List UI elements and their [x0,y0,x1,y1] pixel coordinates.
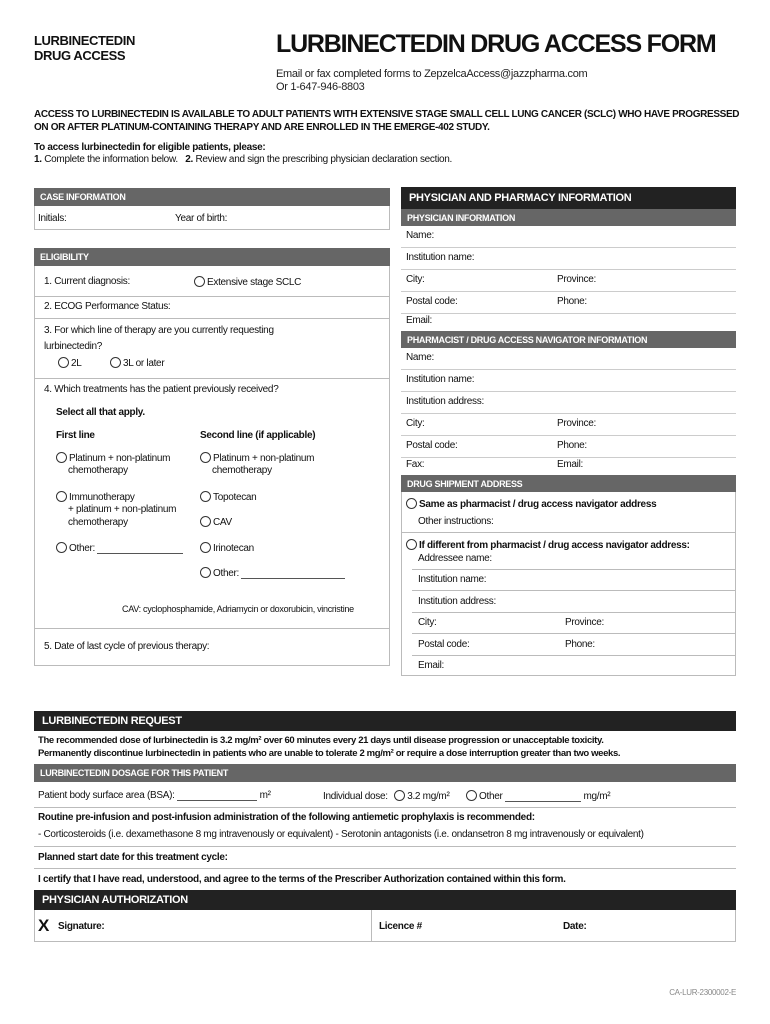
sl-option-irinotecan[interactable] [200,542,254,554]
q3-text: For which line of therapy are you currently requesting [54,325,274,336]
dose-unit: mg/m² [583,791,611,802]
pharmacist-address-row[interactable] [401,392,736,414]
eligibility-header: ELIGIBILITY [34,248,390,266]
case-info-header: CASE INFORMATION [34,188,390,206]
pharmacist-name-row[interactable] [401,348,736,370]
fl-option-other[interactable] [56,542,183,554]
year-of-birth-label: Year of birth: [175,213,228,224]
bsa-label: Patient body surface area (BSA): [38,790,175,801]
radio-icon[interactable] [200,542,211,553]
request-header: LURBINECTEDIN REQUEST [34,711,736,731]
q3-option-3l[interactable] [110,357,164,369]
q4-number: 4. [44,384,52,395]
divider [412,655,736,656]
physician-postal-row[interactable] [401,292,736,314]
radio-icon[interactable] [194,276,205,287]
fl-option-immunotherapy[interactable] [56,491,135,503]
divider [371,910,372,942]
shipment-email-label: Email: [418,660,444,671]
sl-option-irinotecan-label: Irinotecan [213,543,254,554]
contact-email-line: Email or fax completed forms to ZepzelcaAccess@jazzpharma.com [276,68,588,80]
shipment-same-option[interactable] [406,498,656,510]
divider [34,378,390,379]
fl-other-input[interactable] [97,545,183,554]
step-1-text: Complete the information below. [44,154,178,165]
bsa-field [38,790,271,801]
contact-info [276,68,587,94]
pharmacist-fax-row[interactable] [401,458,736,475]
shipment-postal-label: Postal code: [418,639,470,650]
q1-number: 1. [44,276,52,287]
premed-line: - Corticosteroids (i.e. dexamethasone 8 mg intravenously or equivalent) - Serotonin antagonists (i.e. ondansetron 8 mg intravenously or equivalent) [38,829,644,840]
access-heading: To access lurbinectedin for eligible patients, please: [34,142,266,153]
pharmacist-institution-label: Institution name: [406,374,475,385]
form-code: CA-LUR-2300002-E [669,988,736,997]
physician-info-subheader: PHYSICIAN INFORMATION [401,209,736,226]
eligibility-banner: ACCESS TO LURBINECTEDIN IS AVAILABLE TO ADULT PATIENTS WITH EXTENSIVE STAGE SMALL CELL LUNG CANCER (SCLC) WHO HAVE PROGRESSED ON OR AFTER PLATINUM-CONTAINING THERAPY AND ARE ENROLLED IN THE EMERGE-402 STUDY. [34,109,740,133]
bsa-input[interactable] [177,792,257,801]
step-2-number: 2. [185,154,193,165]
divider [412,569,736,570]
fl-option-immunotherapy-label-3: chemotherapy [68,517,128,528]
radio-icon[interactable] [406,539,417,550]
second-line-heading: Second line (if applicable) [200,430,316,441]
sl-option-cav[interactable] [200,516,232,528]
sl-option-other-label: Other: [213,568,239,579]
q4-label [44,384,278,395]
physician-postal-label: Postal code: [406,296,458,307]
initials-label: Initials: [38,213,67,224]
pharmacist-name-label: Name: [406,352,434,363]
first-line-heading: First line [56,430,95,441]
brand-line-2: DRUG ACCESS [34,48,126,63]
individual-dose-label: Individual dose: [323,791,388,802]
physician-city-label: City: [406,274,425,285]
shipment-address-label: Institution address: [418,596,496,607]
q1-text: Current diagnosis: [54,276,130,287]
premed-heading: Routine pre-infusion and post-infusion administration of the following antiemetic prophylaxis is recommended: [38,812,535,823]
individual-dose-field [323,790,610,802]
q4-select-all: Select all that apply. [56,407,145,418]
shipment-different-option[interactable] [406,539,690,551]
initials-input[interactable] [100,208,170,228]
fl-option-platinum-label-2: chemotherapy [68,465,128,476]
dose-line-2: Permanently discontinue lurbinectedin in patients who are unable to tolerate 2 mg/m² or require a dose interruption greater than two weeks. [38,748,621,759]
radio-icon[interactable] [394,790,405,801]
q3-option-3l-label: 3L or later [123,358,165,369]
certify-statement: I certify that I have read, understood, and agree to the terms of the Prescriber Authorization contained within this form. [38,874,566,885]
shipment-different-label: If different from pharmacist / drug access navigator address: [419,540,690,551]
brand-line-1: LURBINECTEDIN [34,33,135,48]
form-title: LURBINECTEDIN DRUG ACCESS FORM [276,30,716,58]
dose-option-other-label: Other [478,791,503,802]
signature-input[interactable] [120,914,365,938]
divider [34,296,390,297]
q5-label [44,641,209,652]
physician-pharmacy-header: PHYSICIAN AND PHARMACY INFORMATION [401,187,736,209]
radio-icon[interactable] [406,498,417,509]
brand-logo [34,33,135,63]
shipment-city-label: City: [418,617,437,628]
dose-line-1: The recommended dose of lurbinectedin is 3.2 mg/m² over 60 minutes every 21 days until disease progression or unacceptable toxicity. [38,735,604,746]
physician-institution-row[interactable] [401,248,736,270]
q1-option-label: Extensive stage SCLC [207,277,302,288]
radio-icon[interactable] [110,357,121,368]
licence-label: Licence # [379,921,422,932]
q1-option-extensive-stage[interactable] [194,276,301,288]
pharmacist-city-row[interactable] [401,414,736,436]
fl-option-platinum[interactable] [56,452,170,464]
fl-option-immunotherapy-label-2: + platinum + non-platinum [68,504,177,515]
q2-number: 2. [44,301,52,312]
planned-start-label: Planned start date for this treatment cycle: [38,852,228,863]
divider [412,633,736,634]
pharmacist-address-label: Institution address: [406,396,484,407]
physician-phone-label: Phone: [557,296,587,307]
pharmacist-institution-row[interactable] [401,370,736,392]
pharmacist-fax-label: Fax: [406,459,425,470]
q3-number: 3. [44,325,52,336]
divider [34,318,390,319]
signature-x-mark: X [38,916,50,935]
q5-text: Date of last cycle of previous therapy: [54,641,210,652]
divider [34,628,390,629]
sl-option-topotecan[interactable] [200,491,256,503]
physician-institution-label: Institution name: [406,252,475,263]
year-of-birth-input[interactable] [240,208,380,228]
cav-note: CAV: cyclophosphamide, Adriamycin or doxorubicin, vincristine [122,604,354,614]
fl-option-platinum-label: Platinum + non-platinum [69,453,171,464]
pharmacist-email-label: Email: [557,459,583,470]
divider [34,868,736,869]
shipment-same-label: Same as pharmacist / drug access navigator address [419,499,657,510]
pharmacist-province-label: Province: [557,418,596,429]
fl-option-immunotherapy-label: Immunotherapy [69,492,135,503]
physician-email-label: Email: [406,315,432,326]
q2-label [44,301,170,312]
dose-other-input[interactable] [505,793,581,802]
physician-name-label: Name: [406,230,434,241]
radio-icon[interactable] [200,452,211,463]
q4-text: Which treatments has the patient previously received? [54,384,279,395]
radio-icon[interactable] [56,452,67,463]
sl-option-platinum[interactable] [200,452,314,464]
licence-input[interactable] [430,914,550,938]
divider [412,590,736,591]
step-1-number: 1. [34,154,42,165]
authorization-header: PHYSICIAN AUTHORIZATION [34,890,736,910]
radio-icon[interactable] [200,567,211,578]
divider [34,807,736,808]
sl-option-other[interactable] [200,567,345,579]
radio-icon[interactable] [56,491,67,502]
bsa-unit: m² [259,790,271,801]
pharmacist-info-subheader: PHARMACIST / DRUG ACCESS NAVIGATOR INFORMATION [401,331,736,348]
sl-option-platinum-label: Platinum + non-platinum [213,453,315,464]
pharmacist-city-label: City: [406,418,425,429]
q3-option-2l-label: 2L [71,358,82,369]
fl-option-other-label: Other: [69,543,95,554]
physician-province-label: Province: [557,274,596,285]
pharmacist-postal-label: Postal code: [406,440,458,451]
pharmacist-phone-label: Phone: [557,440,587,451]
shipment-phone-label: Phone: [565,639,595,650]
physician-email-row[interactable] [401,314,736,330]
divider [34,846,736,847]
q1-label [44,276,130,287]
sl-option-cav-label: CAV [213,517,232,528]
addressee-label: Addressee name: [418,553,492,564]
date-input[interactable] [595,914,730,938]
access-instructions [34,142,452,166]
shipment-institution-label: Institution name: [418,574,487,585]
dosage-subheader: LURBINECTEDIN DOSAGE FOR THIS PATIENT [34,764,736,782]
q5-number: 5. [44,641,52,652]
contact-fax-line: Or 1-647-946-8803 [276,81,365,93]
sl-option-topotecan-label: Topotecan [213,492,257,503]
pharmacist-postal-row[interactable] [401,436,736,458]
sl-other-input[interactable] [241,570,345,579]
q2-text: ECOG Performance Status: [54,301,171,312]
other-instructions-label: Other instructions: [418,516,494,527]
divider [412,612,736,613]
date-label: Date: [563,921,587,932]
q3-text-line-2: lurbinectedin? [44,341,103,352]
signature-label: Signature: [58,921,105,932]
q3-option-2l[interactable] [58,357,82,369]
shipment-subheader: DRUG SHIPMENT ADDRESS [401,475,736,492]
dose-option-3-2-label: 3.2 mg/m² [407,791,450,802]
radio-icon[interactable] [58,357,69,368]
step-2-text: Review and sign the prescribing physician declaration section. [195,154,453,165]
sl-option-platinum-label-2: chemotherapy [212,465,272,476]
radio-icon[interactable] [56,542,67,553]
radio-icon[interactable] [200,516,211,527]
physician-name-row[interactable] [401,226,736,248]
radio-icon[interactable] [200,491,211,502]
q3-label [44,325,274,336]
physician-city-row[interactable] [401,270,736,292]
radio-icon[interactable] [466,790,477,801]
shipment-province-label: Province: [565,617,604,628]
